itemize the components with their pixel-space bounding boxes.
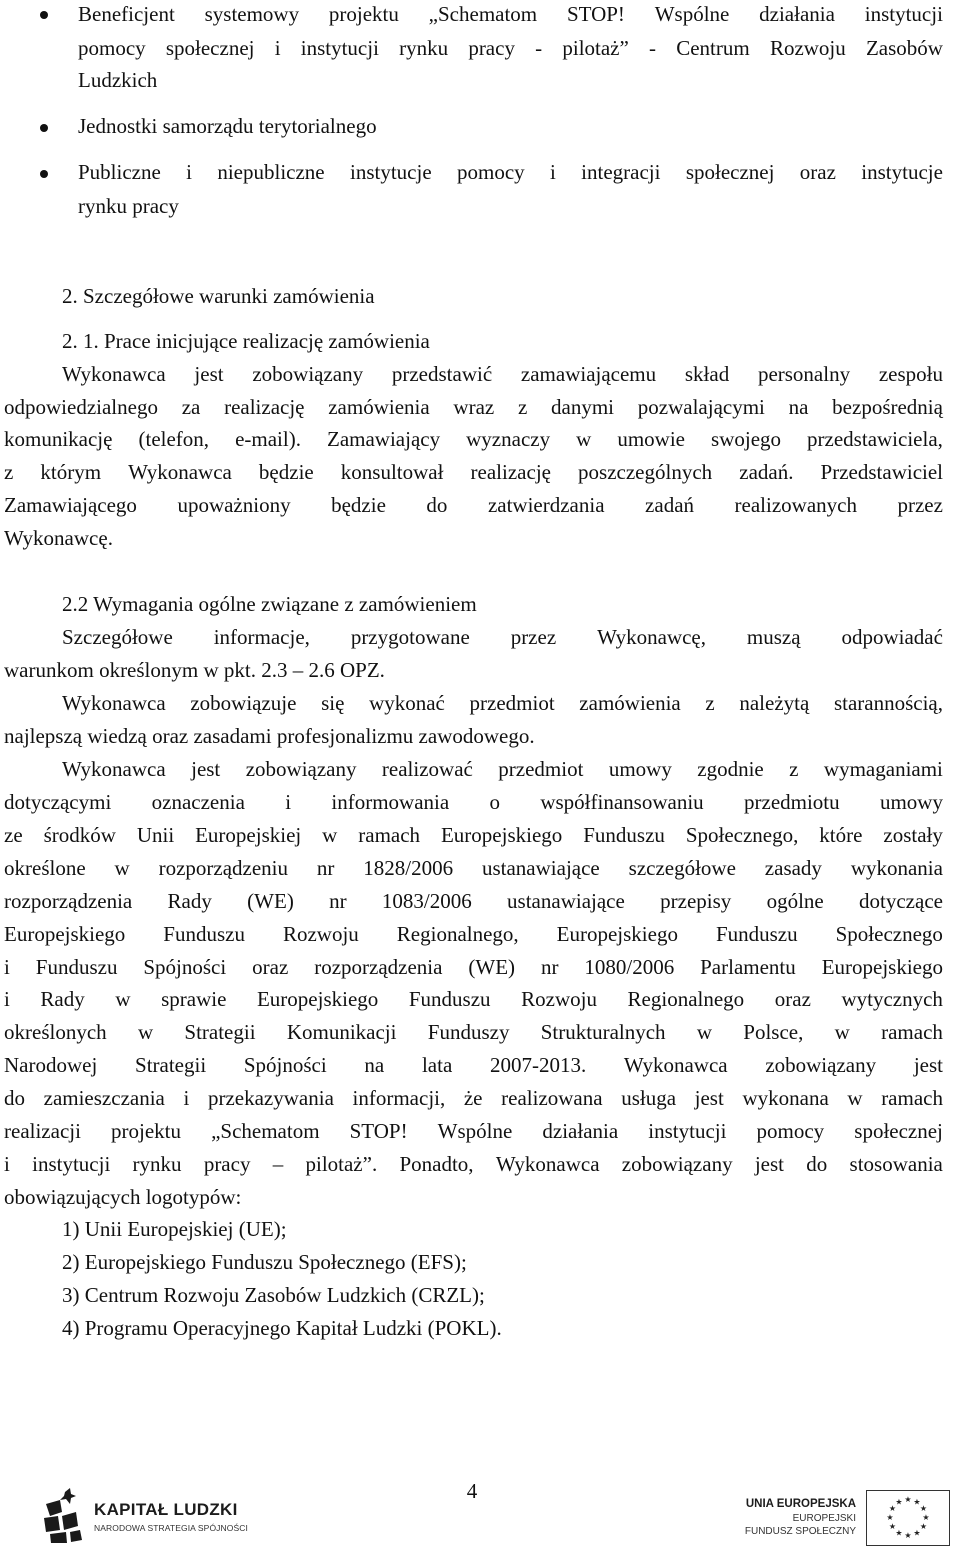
word: jest [694,1086,724,1110]
word: instytucje [349,160,432,184]
word: Ponadto, [399,1152,474,1176]
text-line: najlepszą wiedzą oraz zasadami profesjonalizmu zawodowego. [4,724,535,748]
eu-flag-icon [866,1490,950,1546]
word: Wykonawca [623,1053,728,1077]
word: 1083/2006 [381,889,472,913]
word: zadań [645,493,695,517]
word: środków [43,823,116,847]
word: działania [542,1119,619,1143]
word: w [322,823,338,847]
word: rozporządzenia [314,955,443,979]
svg-text:★: ★ [919,1504,928,1513]
word: Rozwoju [521,987,597,1011]
word: - [535,36,543,60]
word: - [649,36,657,60]
word: przedstawiciela, [807,427,943,451]
word: 1828/2006 [363,856,454,880]
word: realizację [224,395,305,419]
text-line [4,986,943,1013]
kapital-ludzki-title: KAPITAŁ LUDZKI [94,1500,238,1519]
word: swojego [711,427,782,451]
word: do [806,1152,828,1176]
word: Szczegółowe [62,625,173,649]
word: informacje, [213,625,310,649]
word: zostały [883,823,943,847]
word: które [819,823,863,847]
word: poszczególnych [578,460,713,484]
word: jest [754,1152,785,1176]
word: rozporządzeniu [158,856,289,880]
page-number: 4 [466,1479,478,1503]
svg-text:★: ★ [904,1531,912,1540]
word: rynku [132,1152,182,1176]
word: Centrum [676,36,750,60]
text-line [4,1151,943,1178]
word: i [186,160,192,184]
word: ustanawiające [481,856,600,880]
svg-text:★: ★ [895,1497,903,1507]
word: Zamawiający [327,427,441,451]
word: wymaganiami [823,757,943,781]
word: systemowy [204,2,300,26]
word: przedmiot [469,691,555,715]
word: rozporządzenia [4,889,133,913]
word: realizacji [4,1119,81,1143]
word: nr [329,889,347,913]
text-line: obowiązujących logotypów: [4,1185,242,1209]
word: oznaczenia [151,790,245,814]
word: e-mail). [235,427,301,451]
word: pomocy [78,36,146,60]
subsection-heading: 2. 1. Prace inicjujące realizację zamówienia [62,329,430,353]
word: oraz [799,160,836,184]
word: Przedstawiciel [820,460,943,484]
word: społecznej [854,1119,943,1143]
word: Unii [136,823,175,847]
word: Spójności [143,955,227,979]
word: przedstawić [391,362,493,386]
word: upoważniony [177,493,291,517]
word: przygotowane [350,625,470,649]
word: odpowiadać [841,625,943,649]
word: niepubliczne [217,160,325,184]
word: Narodowej [4,1053,98,1077]
word: społecznej [165,36,255,60]
text-line: Jednostki samorządu terytorialnego [78,114,377,138]
word: Społecznego [835,922,943,946]
word: dotyczące [859,889,943,913]
word: rynku [399,36,449,60]
word: z [4,460,14,484]
word: muszą [746,625,801,649]
word: komunikację [4,427,113,451]
word: ramach [358,823,421,847]
text-line [4,888,943,915]
word: będzie [331,493,386,517]
text-line [4,426,943,453]
word: realizowanych [734,493,857,517]
word: z [517,395,528,419]
svg-text:★: ★ [919,1522,928,1531]
text-line [4,822,943,849]
word: instytucji [648,1119,727,1143]
eu-logo-subtitle-1: EUROPEJSKI [792,1513,856,1524]
word: Funduszu [163,922,245,946]
word: Wspólne [437,1119,513,1143]
word: i [285,790,292,814]
word: ze [4,823,23,847]
word: należytą [739,691,810,715]
word: Europejskiego [440,823,563,847]
word: określone [4,856,86,880]
word: skład [684,362,730,386]
word: Strukturalnych [540,1020,666,1044]
word: pomocy [456,160,525,184]
word: zobowiązany [252,362,364,386]
text-line: warunkom określonym w pkt. 2.3 – 2.6 OPZ. [4,658,385,682]
bullet-icon [40,11,48,19]
word: do [426,493,448,517]
word: Europejskiego [556,922,678,946]
word: 2007-2013. [489,1053,587,1077]
kapital-ludzki-logo [40,1486,270,1546]
word: Zasobów [865,36,943,60]
word: Europejskiego [821,955,943,979]
word: realizację [470,460,551,484]
word: zatwierdzania [487,493,605,517]
word: wykonania [850,856,943,880]
word: jest [913,1053,943,1077]
word: Funduszu [35,955,118,979]
svg-text:★: ★ [888,1522,897,1531]
word: zgodnie [697,757,764,781]
text-line [4,394,943,421]
word: instytucje [861,160,943,184]
word: Europejskiego [4,922,126,946]
word: pracy [468,36,515,60]
word: w [576,427,592,451]
word: zobowiązany [765,1053,877,1077]
text-line [4,492,943,519]
text-line [4,459,943,486]
word: Parlamentu [700,955,796,979]
word: w [137,1020,154,1044]
word: odpowiedzialnego [4,395,158,419]
word: pilotaż” [562,36,629,60]
word: „Schematom [211,1119,320,1143]
word: Rozwoju [769,36,846,60]
word: określonych [4,1020,107,1044]
text-line: rynku pracy [78,194,179,218]
word: STOP! [566,2,625,26]
text-line [62,624,943,651]
word: ogólne [766,889,824,913]
bullet-icon [40,170,48,178]
word: jest [191,757,221,781]
word: zamówienia [579,691,681,715]
text-line [4,789,943,816]
word: bezpośrednią [832,395,943,419]
word: konsultował [340,460,444,484]
word: umowie [617,427,685,451]
word: Wspólne [654,2,730,26]
word: sprawie [161,987,227,1011]
word: przepisy [660,889,732,913]
word: do [4,1086,25,1110]
word: że [463,1086,483,1110]
word: instytucji [864,2,943,26]
word: personalny [757,362,851,386]
text-line: Ludzkich [78,68,158,92]
word: Regionalnego, [396,922,519,946]
word: Polsce, [743,1020,804,1044]
word: nr [540,955,559,979]
word: Zamawiającego [4,493,137,517]
word: integracji [581,160,661,184]
svg-text:★: ★ [895,1528,903,1538]
word: Rady [40,987,85,1011]
word: szczegółowe [628,856,736,880]
word: instytucji [32,1152,111,1176]
word: o [489,790,501,814]
word: jest [194,362,224,386]
word: realizowana [501,1086,603,1110]
word: zamówienia [328,395,430,419]
word: Wykonawcę, [597,625,706,649]
word: Europejskiej [195,823,302,847]
word: Funduszu [715,922,798,946]
word: Wykonawca [128,460,232,484]
word: Funduszu [583,823,665,847]
text-line [4,855,943,882]
text-line [62,756,943,783]
word: Rozwoju [282,922,359,946]
word: informowania [331,790,450,814]
section-heading: 2. Szczegółowe warunki zamówienia [62,284,375,308]
subsection-heading: 2.2 Wymagania ogólne związane z zamówieniem [62,592,477,616]
word: i [4,955,10,979]
text-line [4,921,943,948]
kapital-ludzki-subtitle: NARODOWA STRATEGIA SPÓJNOŚCI [94,1523,248,1533]
word: STOP! [349,1119,408,1143]
word: ramach [881,1086,943,1110]
word: Strategii [135,1053,207,1077]
word: usługa [621,1086,677,1110]
word: zasady [764,856,822,880]
text-line [78,159,943,186]
list-item: 2) Europejskiego Funduszu Społecznego (EFS); [62,1250,467,1274]
word: Spójności [243,1053,327,1077]
word: zamawiającemu [520,362,657,386]
word: Komunikacji [286,1020,397,1044]
word: informacji, [352,1086,446,1110]
text-line [62,361,943,388]
word: w [114,856,130,880]
word: z [705,691,715,715]
text-line [62,690,943,717]
word: się [321,691,345,715]
word: Publiczne [78,160,161,184]
svg-text:★: ★ [922,1513,930,1522]
word: którym [40,460,102,484]
word: umowy [608,757,672,781]
eu-logo-subtitle-2: FUNDUSZ SPOŁECZNY [744,1526,856,1537]
word: – [272,1152,284,1176]
word: oraz [774,987,811,1011]
text-line: Wykonawcę. [4,526,113,550]
word: wytycznych [841,987,943,1011]
list-item: 4) Programu Operacyjnego Kapitał Ludzki (POKL). [62,1316,502,1340]
word: na [364,1053,385,1077]
word: przedmiotu [744,790,840,814]
word: Wykonawca [62,362,166,386]
word: Społecznego, [685,823,799,847]
word: Wykonawca [62,757,166,781]
word: (WE) [247,889,294,913]
list-item: 1) Unii Europejskiej (UE); [62,1217,287,1241]
word: w [115,987,131,1011]
word: zadań. [739,460,794,484]
word: zamieszczania [43,1086,165,1110]
text-line [4,1019,943,1046]
word: stosowania [849,1152,943,1176]
word: projektu [328,2,399,26]
word: pracy [203,1152,251,1176]
word: zobowiązuje [190,691,297,715]
word: danymi [551,395,615,419]
svg-text:★: ★ [886,1513,894,1522]
word: wykonać [369,691,445,715]
word: współfinansowaniu [540,790,704,814]
text-line [4,1118,943,1145]
word: działania [759,2,835,26]
word: zobowiązany [621,1152,733,1176]
kapital-ludzki-emblem-icon [40,1486,86,1544]
word: wyznaczy [466,427,551,451]
word: nr [316,856,335,880]
word: w [696,1020,712,1044]
word: z [789,757,799,781]
word: i [4,987,10,1011]
word: Funduszy [427,1020,510,1044]
list-item: 3) Centrum Rozwoju Zasobów Ludzkich (CRZL); [62,1283,485,1307]
word: przedmiot [498,757,584,781]
word: i [549,160,556,184]
word: zespołu [878,362,943,386]
text-line [78,1,943,28]
word: społecznej [685,160,775,184]
word: Rady [167,889,212,913]
word: 1080/2006 [584,955,675,979]
word: wykonana [742,1086,829,1110]
word: w [834,1020,850,1044]
eu-efs-logo [730,1490,950,1546]
svg-text:★: ★ [913,1497,921,1507]
word: za [181,395,201,419]
svg-text:★: ★ [904,1495,912,1504]
word: oraz [252,955,289,979]
word: przekazywania [207,1086,334,1110]
word: Strategii [184,1020,256,1044]
svg-text:★: ★ [888,1504,897,1513]
text-line [4,1085,943,1112]
word: (telefon, [138,427,210,451]
word: Funduszu [408,987,491,1011]
word: pozwalającymi [637,395,765,419]
word: przez [897,493,943,517]
word: (WE) [468,955,516,979]
word: i [183,1086,190,1110]
word: i [4,1152,10,1176]
text-line [4,1052,943,1079]
word: w [847,1086,863,1110]
word: projektu [111,1119,181,1143]
word: Beneficjent [78,2,175,26]
eu-logo-title: UNIA EUROPEJSKA [745,1498,856,1510]
word: instytucji [300,36,379,60]
word: na [788,395,809,419]
word: „Schematom [428,2,538,26]
word: Wykonawca [495,1152,600,1176]
word: lata [421,1053,453,1077]
text-line [4,954,943,981]
word: realizować [381,757,473,781]
word: pilotaż”. [305,1152,378,1176]
word: umowy [879,790,943,814]
word: zobowiązany [245,757,357,781]
svg-text:★: ★ [913,1528,921,1538]
word: Regionalnego [627,987,745,1011]
word: dotyczącymi [4,790,112,814]
word: pomocy [756,1119,825,1143]
word: Europejskiego [256,987,379,1011]
word: i [274,36,281,60]
word: ustanawiające [507,889,625,913]
word: wraz [453,395,495,419]
word: ramach [881,1020,943,1044]
word: przez [510,625,557,649]
word: będzie [258,460,314,484]
text-line [78,35,943,62]
word: Wykonawca [62,691,166,715]
bullet-icon [40,124,48,132]
word: starannością, [833,691,943,715]
